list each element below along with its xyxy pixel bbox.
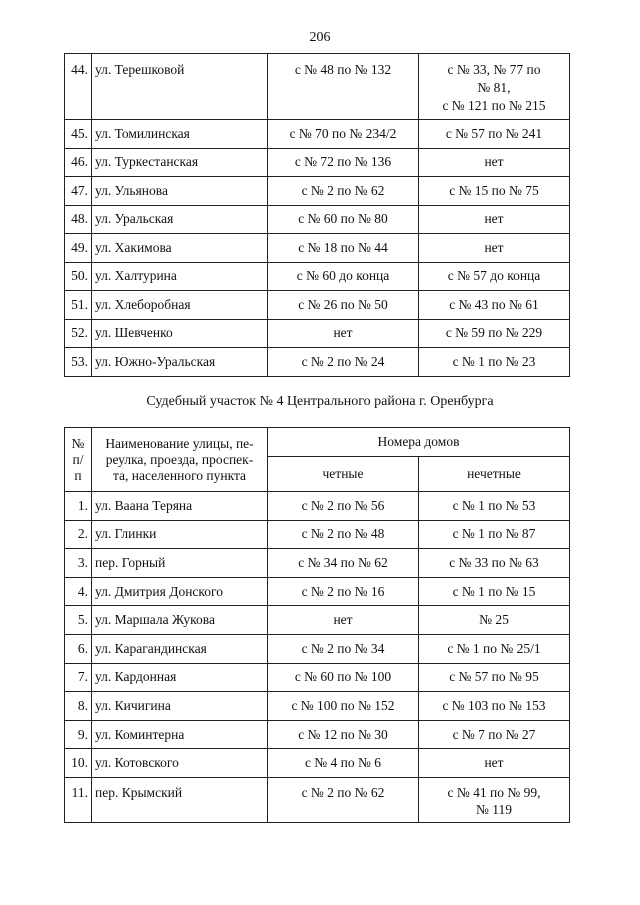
street-name: ул. Кичигина <box>92 692 268 721</box>
odd-houses-line: № 81, <box>477 80 511 95</box>
table-row <box>65 177 570 206</box>
header-odd: нечетные <box>419 457 570 492</box>
even-houses: с № 100 по № 152 <box>268 692 419 721</box>
odd-houses-line: с № 41 по № 99, <box>447 784 541 800</box>
row-number: 4. <box>65 577 92 606</box>
street-name: ул. Коминтерна <box>92 720 268 749</box>
table-row <box>65 234 570 263</box>
row-number: 9. <box>65 720 92 749</box>
odd-houses: № 25 <box>419 606 570 635</box>
odd-houses: с № 15 по № 75 <box>419 177 570 206</box>
street-name: ул. Карагандинская <box>92 634 268 663</box>
header-house-numbers: Номера домов <box>268 428 570 457</box>
row-number: 7. <box>65 663 92 692</box>
even-houses: с № 12 по № 30 <box>268 720 419 749</box>
table-row <box>65 606 570 635</box>
table-top <box>64 53 570 377</box>
street-name: ул. Хакимова <box>92 234 268 263</box>
table-row <box>65 120 570 149</box>
street-name: ул. Кардонная <box>92 663 268 692</box>
even-houses: с № 48 по № 132 <box>268 54 419 120</box>
row-number: 46. <box>65 148 92 177</box>
page-number: 206 <box>309 30 331 45</box>
odd-houses: с № 1 по № 23 <box>419 348 570 377</box>
even-houses: с № 72 по № 136 <box>268 148 419 177</box>
odd-houses: нет <box>419 205 570 234</box>
street-name: ул. Шевченко <box>92 319 268 348</box>
table-row <box>65 348 570 377</box>
table-row <box>65 319 570 348</box>
even-houses: с № 70 по № 234/2 <box>268 120 419 149</box>
even-houses: с № 18 по № 44 <box>268 234 419 263</box>
row-number: 1. <box>65 492 92 521</box>
even-houses: с № 2 по № 16 <box>268 577 419 606</box>
table-bottom <box>64 427 570 823</box>
odd-houses: с № 7 по № 27 <box>419 720 570 749</box>
street-name: ул. Южно-Уральская <box>92 348 268 377</box>
table-row <box>65 520 570 549</box>
odd-houses: нет <box>419 749 570 778</box>
header-even: четные <box>268 457 419 492</box>
odd-houses: с № 57 до конца <box>419 262 570 291</box>
even-houses: с № 2 по № 56 <box>268 492 419 521</box>
row-number: 10. <box>65 749 92 778</box>
odd-houses: с № 103 по № 153 <box>419 692 570 721</box>
row-number: 53. <box>65 348 92 377</box>
even-houses: с № 2 по № 34 <box>268 634 419 663</box>
odd-houses-line: № 119 <box>475 801 512 817</box>
row-number: 8. <box>65 692 92 721</box>
even-houses: с № 4 по № 6 <box>268 749 419 778</box>
row-number: 6. <box>65 634 92 663</box>
street-name: ул. Томилинская <box>92 120 268 149</box>
table-row <box>65 749 570 778</box>
row-number: 3. <box>65 549 92 578</box>
odd-houses: с № 1 по № 53 <box>419 492 570 521</box>
odd-houses: нет <box>419 234 570 263</box>
row-number: 49. <box>65 234 92 263</box>
table-row <box>65 148 570 177</box>
even-houses: с № 2 по № 62 <box>268 777 419 822</box>
table-row <box>65 492 570 521</box>
even-houses: с № 60 по № 80 <box>268 205 419 234</box>
table-row <box>65 262 570 291</box>
street-name: ул. Хлеборобная <box>92 291 268 320</box>
street-name: пер. Крымский <box>92 777 268 822</box>
even-houses: с № 2 по № 24 <box>268 348 419 377</box>
table-row <box>65 777 570 822</box>
table-row <box>65 54 570 120</box>
odd-houses: с № 1 по № 87 <box>419 520 570 549</box>
row-number: 47. <box>65 177 92 206</box>
header-number-line: № <box>71 435 85 451</box>
table-row <box>65 291 570 320</box>
row-number: 48. <box>65 205 92 234</box>
odd-houses <box>419 54 570 120</box>
even-houses: с № 60 по № 100 <box>268 663 419 692</box>
table-row <box>65 720 570 749</box>
header-number-line: п/п <box>72 451 84 483</box>
odd-houses: с № 57 по № 241 <box>419 120 570 149</box>
street-name: пер. Горный <box>92 549 268 578</box>
street-name: ул. Глинки <box>92 520 268 549</box>
even-houses: с № 2 по № 62 <box>268 177 419 206</box>
row-number: 50. <box>65 262 92 291</box>
odd-houses-line: с № 33, № 77 по <box>447 62 541 77</box>
table-row <box>65 549 570 578</box>
street-name: ул. Терешковой <box>92 54 268 120</box>
header-street-line: Наименование улицы, пе- <box>105 435 254 451</box>
header-row <box>65 428 570 457</box>
odd-houses: с № 59 по № 229 <box>419 319 570 348</box>
table-row <box>65 205 570 234</box>
section-heading: Судебный участок № 4 Центрального района г. Оренбурга <box>146 394 494 409</box>
row-number: 11. <box>65 777 92 822</box>
row-number: 45. <box>65 120 92 149</box>
street-name: ул. Маршала Жукова <box>92 606 268 635</box>
odd-houses: с № 1 по № 15 <box>419 577 570 606</box>
row-number: 51. <box>65 291 92 320</box>
even-houses: с № 2 по № 48 <box>268 520 419 549</box>
table-row <box>65 634 570 663</box>
even-houses: с № 26 по № 50 <box>268 291 419 320</box>
table-row <box>65 663 570 692</box>
street-name: ул. Ульянова <box>92 177 268 206</box>
header-street-line: та, населенного пункта <box>112 467 247 483</box>
row-number: 44. <box>65 54 92 120</box>
odd-houses: с № 57 по № 95 <box>419 663 570 692</box>
header-street-name <box>92 428 268 492</box>
street-name: ул. Халтурина <box>92 262 268 291</box>
even-houses: с № 60 до конца <box>268 262 419 291</box>
odd-houses-line: с № 121 по № 215 <box>442 98 546 113</box>
even-houses: нет <box>268 606 419 635</box>
street-name: ул. Котовского <box>92 749 268 778</box>
row-number: 5. <box>65 606 92 635</box>
street-name: ул. Дмитрия Донского <box>92 577 268 606</box>
header-street-line: реулка, проезда, проспек- <box>105 451 254 467</box>
table-row <box>65 692 570 721</box>
table-row <box>65 577 570 606</box>
even-houses: с № 34 по № 62 <box>268 549 419 578</box>
odd-houses: нет <box>419 148 570 177</box>
odd-houses: с № 43 по № 61 <box>419 291 570 320</box>
street-name: ул. Туркестанская <box>92 148 268 177</box>
odd-houses: с № 33 по № 63 <box>419 549 570 578</box>
row-number: 52. <box>65 319 92 348</box>
row-number: 2. <box>65 520 92 549</box>
odd-houses <box>419 777 570 822</box>
odd-houses: с № 1 по № 25/1 <box>419 634 570 663</box>
street-name: ул. Уральская <box>92 205 268 234</box>
even-houses: нет <box>268 319 419 348</box>
header-number <box>65 428 92 492</box>
street-name: ул. Ваана Теряна <box>92 492 268 521</box>
